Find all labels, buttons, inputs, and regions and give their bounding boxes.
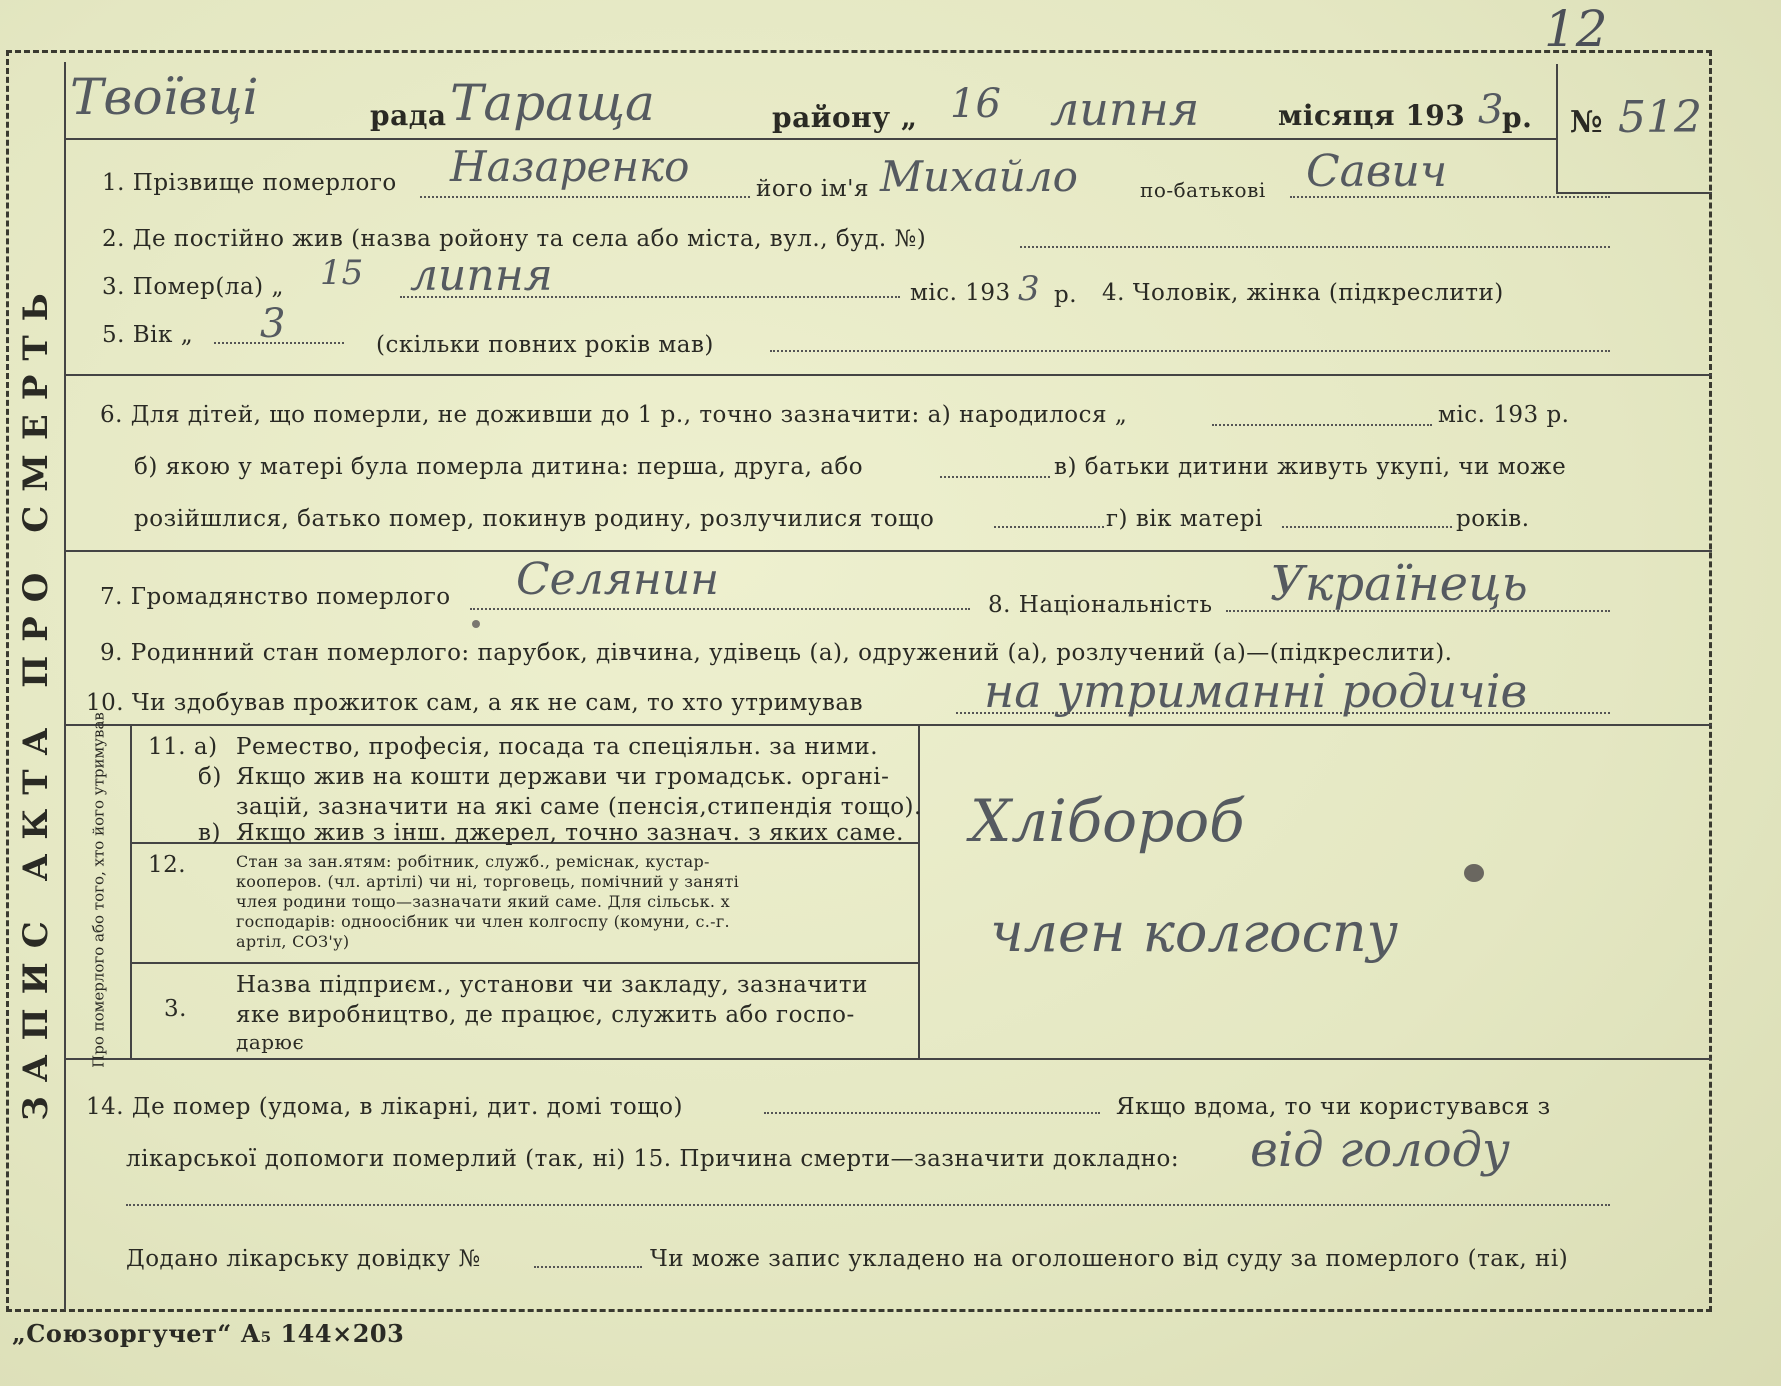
- infant-line-3: розійшлися, батько помер, покинув родину, розлучилися тощо: [134, 506, 935, 532]
- infant-line-1: 6. Для дітей, що померли, не доживши до 1 р., точно зазначити: а) народилося „: [100, 402, 1128, 428]
- year-suffix: р.: [1502, 101, 1533, 134]
- died-line: [400, 296, 900, 298]
- district-handwritten: Тараща: [450, 74, 655, 132]
- died-label: 3. Помер(ла) „: [102, 274, 284, 300]
- occupation-handwritten-2: член колгоспу: [990, 901, 1398, 964]
- infant-line-1-tail: міс. 193 р.: [1438, 402, 1570, 428]
- livelihood-label: 10. Чи здобував прожиток сам, а як не сам, то хто утримував: [86, 690, 864, 716]
- medical-help-cause-label: лікарської допомоги померлий (так, ні) 15. Причина смерти—зазначити докладно:: [126, 1146, 1180, 1172]
- mother-age-line: [1282, 526, 1452, 528]
- age-label: 5. Вік „: [102, 322, 194, 348]
- occupation-11b-2: зацій, зазначити на які саме (пенсія,стипендія тощо).: [236, 794, 922, 820]
- marital-status-label: 9. Родинний стан померлого: парубок, дівчина, удівець (а), одружений (а), розлучений (а)—(підкреслити).: [100, 640, 1453, 666]
- day-handwritten: 16: [950, 81, 1001, 127]
- occupation-mid-divider: [918, 724, 920, 1058]
- medical-certificate-label: Додано лікарську довідку №: [126, 1246, 481, 1272]
- ink-spot: [1464, 864, 1484, 882]
- occupation-11c-num: в): [198, 820, 221, 846]
- died-year-suffix: р.: [1054, 282, 1078, 308]
- occupation-11a-num: 11. а): [148, 734, 218, 760]
- age-tail-line: [770, 350, 1610, 352]
- ink-dot: [472, 620, 480, 628]
- died-year-label: міс. 193: [910, 280, 1011, 306]
- cause-of-death-handwritten: від голоду: [1250, 1122, 1510, 1178]
- nationality-line: [1226, 610, 1610, 612]
- name-label: його ім'я: [756, 176, 869, 202]
- cause-line-2: [126, 1204, 1610, 1206]
- court-record-label: Чи може запис укладено на оголошеного від суду за померлого (так, ні): [650, 1246, 1569, 1272]
- surname-label: 1. Прізвище померлого: [102, 170, 397, 196]
- header-rule: [66, 138, 1556, 140]
- occupation-vertical-note: [72, 712, 126, 1068]
- died-month-handwritten: липня: [410, 250, 553, 301]
- occupation-12-num: 12.: [148, 852, 187, 878]
- rule-after-12: [130, 962, 920, 964]
- month-handwritten: липня: [1050, 82, 1200, 136]
- place-of-death-label: 14. Де помер (удома, в лікарні, дит. домі тощо): [86, 1094, 683, 1120]
- infant-line-3-mid: г) вік матері: [1106, 506, 1263, 532]
- occupation-12-l3: члея родини тощо—зазначати який саме. Для сільськ. х: [236, 892, 730, 911]
- occupation-13-num: 3.: [164, 996, 187, 1022]
- age-line: [214, 342, 344, 344]
- occupation-11b-num: б): [198, 764, 222, 790]
- rule-after-5: [66, 374, 1712, 376]
- patronymic-handwritten: Савич: [1306, 146, 1448, 197]
- occupation-12-l2: кооперов. (чл. артілі) чи ні, торговець, помічний у заняті: [236, 872, 740, 891]
- record-number-label: №: [1570, 105, 1604, 140]
- medical-certificate-line: [534, 1266, 642, 1268]
- council-label: рада: [370, 99, 447, 132]
- livelihood-line: [956, 712, 1610, 714]
- sidebar-title: [12, 279, 60, 1121]
- died-year-handwritten: 3: [1018, 269, 1040, 309]
- occupation-12-l1: Стан за зан.ятям: робітник, служб., реміснак, кустар-: [236, 852, 710, 871]
- citizenship-line: [470, 608, 970, 610]
- patronymic-label: по-батькові: [1140, 178, 1266, 202]
- occupation-left-divider: [130, 724, 132, 1058]
- printer-footer: „Союзоргучет“ А₅ 144×203: [12, 1319, 405, 1348]
- infant-birth-line: [1212, 424, 1432, 426]
- district-label: району „: [772, 101, 918, 134]
- sex-label: 4. Чоловік, жінка (підкреслити): [1102, 280, 1504, 306]
- infant-line-3-tail: років.: [1456, 506, 1530, 532]
- citizenship-handwritten: Селянин: [516, 554, 720, 605]
- nationality-handwritten: Українець: [1270, 556, 1528, 612]
- patronymic-line: [1290, 196, 1610, 198]
- sidebar-title-text: ЗАПИС АКТА ПРО СМЕРТЬ: [16, 279, 56, 1121]
- occupation-11b: Якщо жив на кошти держави чи громадськ. органі-: [236, 764, 890, 790]
- infant-order-line: [940, 476, 1050, 478]
- occupation-11a: Ремество, професія, посада та спеціяльн. за ними.: [236, 734, 879, 760]
- village-council-handwritten: Твоївці: [70, 68, 259, 126]
- rule-after-13: [66, 1058, 1712, 1060]
- page-number-handwritten: 12: [1544, 0, 1608, 58]
- name-handwritten: Михайло: [880, 152, 1078, 201]
- occupation-13-l3: дарює: [236, 1030, 305, 1054]
- livelihood-handwritten: на утриманні родичів: [984, 664, 1528, 718]
- month-label: місяця 193: [1278, 99, 1466, 132]
- age-tail: (скільки повних років мав): [376, 332, 714, 358]
- surname-handwritten: Назаренко: [450, 142, 690, 191]
- citizenship-label: 7. Громадянство померлого: [100, 584, 451, 610]
- infant-line-2: б) якою у матері була померла дитина: перша, друга, або: [134, 454, 864, 480]
- age-handwritten: 3: [260, 301, 286, 347]
- occupation-handwritten-1: Хлібороб: [970, 787, 1245, 855]
- record-number-handwritten: 512: [1618, 92, 1702, 143]
- residence-label: 2. Де постійно жив (назва ройону та села або міста, вул., буд. №): [102, 226, 927, 252]
- rule-after-6: [66, 550, 1712, 552]
- place-of-death-line: [764, 1112, 1100, 1114]
- occupation-12-l4: господарів: одноосібник чи член колгоспу (комуни, с.-г.: [236, 912, 730, 931]
- nationality-label: 8. Національність: [988, 592, 1213, 618]
- surname-line: [420, 196, 750, 198]
- died-day-handwritten: 15: [320, 253, 364, 293]
- occupation-13-l2: яке виробництво, де працює, служить або госпо-: [236, 1002, 855, 1028]
- occupation-11c: Якщо жив з інш. джерел, точно зазнач. з яких саме.: [236, 820, 904, 846]
- infant-line-2-tail: в) батьки дитини живуть укупі, чи може: [1054, 454, 1567, 480]
- infant-separation-line: [994, 526, 1104, 528]
- rule-after-10: [66, 724, 1712, 726]
- occupation-12-l5: артіл, СОЗ'у): [236, 932, 350, 951]
- place-of-death-tail: Якщо вдома, то чи користувався з: [1116, 1094, 1551, 1120]
- year-digit-handwritten: 3: [1478, 87, 1504, 133]
- occupation-13-l1: Назва підприєм., установи чи закладу, зазначити: [236, 972, 868, 998]
- residence-line: [1020, 246, 1610, 248]
- occupation-vertical-note-text: Про померлого або того, хто його утримував: [89, 712, 108, 1068]
